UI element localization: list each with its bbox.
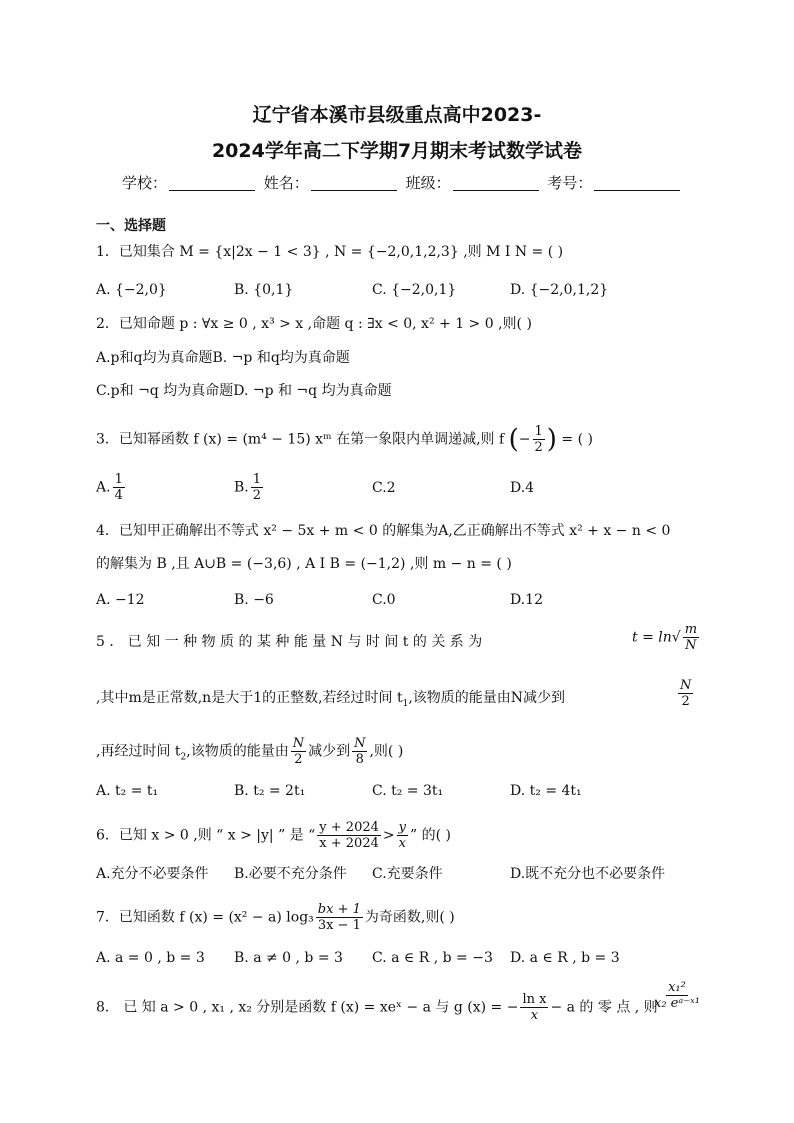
student-info-row <box>122 172 684 193</box>
name-blank[interactable] <box>311 176 397 191</box>
q4-option-a: A. −12 <box>96 592 145 608</box>
question-5-line2: ,其中m是正常数,n是大于1的正整数,若经过时间 $t_1$,该物质的能量由N减少到 <box>96 690 566 709</box>
q6-option-b: B.必要不充分条件 <box>234 866 347 882</box>
q2-options-ab: A.p和q均为真命题B. ¬p 和q均为真命题 <box>96 350 350 366</box>
q4-option-b: B. −6 <box>234 592 274 608</box>
question-7: 7．已知函数 f (x) = (x² − a) log₃ $\frac{bx + 1}{3x - 1}$ 为奇函数,则( ) <box>96 902 455 933</box>
q3-paren-open: ( <box>508 424 519 455</box>
section-heading: 一、选择题 <box>96 218 166 234</box>
exam-title-line1: 辽宁省本溪市县级重点高中2023- <box>252 104 542 126</box>
q4-option-c: C.0 <box>372 592 396 608</box>
q6-option-d: D.既不充分也不必要条件 <box>510 866 666 882</box>
q8-result-fraction: $\frac{\text{x₁²}}{\text{x₂ eᵃ⁻ˣ¹}}$ <box>654 980 700 1011</box>
q3-option-c: C.2 <box>372 480 396 496</box>
question-5-line1: 5 ． 已 知 一 种 物 质 的 某 种 能 量 N 与 时 间 t 的 关 系 为 <box>96 634 483 650</box>
question-4-line1: 4．已知甲正确解出不等式 x² − 5x + m < 0 的解集为A,乙正确解出不等式 x² + x − n < 0 <box>96 523 671 539</box>
name-label: 姓名： <box>263 174 309 192</box>
question-4-line2: 的解集为 B ,且 A∪B = (−3,6) , A I B = (−1,2) ,则 m − n = ( ) <box>96 556 512 572</box>
question-6: 6．已知 x > 0 ,则 “ x > |y| ” 是 “ $\frac{y + 2024}{x + 2024}$ > $\frac{y}{x}$ ” 的( ) <box>96 820 451 851</box>
q1-option-d: D. {−2,0,1,2} <box>510 282 609 298</box>
q1-option-a: A. {−2,0} <box>96 282 167 298</box>
q3-paren-close: ) <box>546 424 557 455</box>
q6-option-c: C.充要条件 <box>372 866 443 882</box>
question-2: 2．已知命题 p : ∀x ≥ 0 , x³ > x ,命题 q : ∃x < 0, x² + 1 > 0 ,则( ) <box>96 316 532 332</box>
q6-option-a: A.充分不必要条件 <box>96 866 209 882</box>
class-label: 班级： <box>405 174 451 192</box>
q5-option-a: A. t₂ = t₁ <box>96 783 159 799</box>
q5-frac-n-2: $\frac{N}{2}$ <box>680 678 692 709</box>
q7-option-c: C. a ∈ R , b = −3 <box>372 950 493 966</box>
exam-no-label: 考号： <box>547 174 593 192</box>
school-label: 学校： <box>122 174 168 192</box>
question-8: 8． 已 知 a > 0 , x₁ , x₂ 分别是函数 f (x) = xeˣ − a 与 g (x) = − $\frac{\text{ln x}}{x}$ − a 的 零 点 , 则 <box>96 992 658 1023</box>
q5-option-d: D. t₂ = 4t₁ <box>510 783 582 799</box>
q5-option-b: B. t₂ = 2t₁ <box>234 783 306 799</box>
q7-option-d: D. a ∈ R , b = 3 <box>510 950 620 966</box>
q7-option-a: A. a = 0 , b = 3 <box>96 950 205 966</box>
q5-formula: t = ln√ $\frac{m}{N}$ <box>632 622 698 653</box>
exam-no-blank[interactable] <box>594 176 680 191</box>
q4-option-d: D.12 <box>510 592 543 608</box>
question-3: 3．已知幂函数 f (x) = (m⁴ − 15) xᵐ 在第一象限内单调递减,则 f (− $\frac{1}{2}$ ) = ( ) <box>96 424 593 455</box>
class-blank[interactable] <box>453 176 539 191</box>
question-1: 1．已知集合 M = {x|2x − 1 < 3} , N = {−2,0,1,2,3} ,则 M I N = ( ) <box>96 244 564 260</box>
exam-title-line2: 2024学年高二下学期7月期末考试数学试卷 <box>211 140 583 162</box>
q3-text: 3．已知幂函数 f (x) = (m⁴ − 15) xᵐ 在第一象限内单调递减,则 f <box>96 431 505 448</box>
question-5-line3: ,再经过时间 $t_2$,该物质的能量由 $\frac{N}{2}$ 减少到 $\frac{N}{8}$ ,则( ) <box>96 736 404 767</box>
q2-options-cd: C.p和 ¬q 均为真命题D. ¬p 和 ¬q 均为真命题 <box>96 383 392 399</box>
q1-option-b: B. {0,1} <box>234 282 294 298</box>
q3-option-d: D.4 <box>510 480 535 496</box>
q3-post: = ( ) <box>561 431 593 448</box>
q1-option-c: C. {−2,0,1} <box>372 282 457 298</box>
school-blank[interactable] <box>169 176 255 191</box>
q3-arg-fraction: $\frac{1}{2}$ <box>534 424 543 455</box>
q3-option-b: B. $\frac{1}{2}$ <box>234 472 262 503</box>
q7-option-b: B. a ≠ 0 , b = 3 <box>234 950 343 966</box>
q3-option-a: A. $\frac{1}{4}$ <box>96 472 123 503</box>
q5-option-c: C. t₂ = 3t₁ <box>372 783 444 799</box>
